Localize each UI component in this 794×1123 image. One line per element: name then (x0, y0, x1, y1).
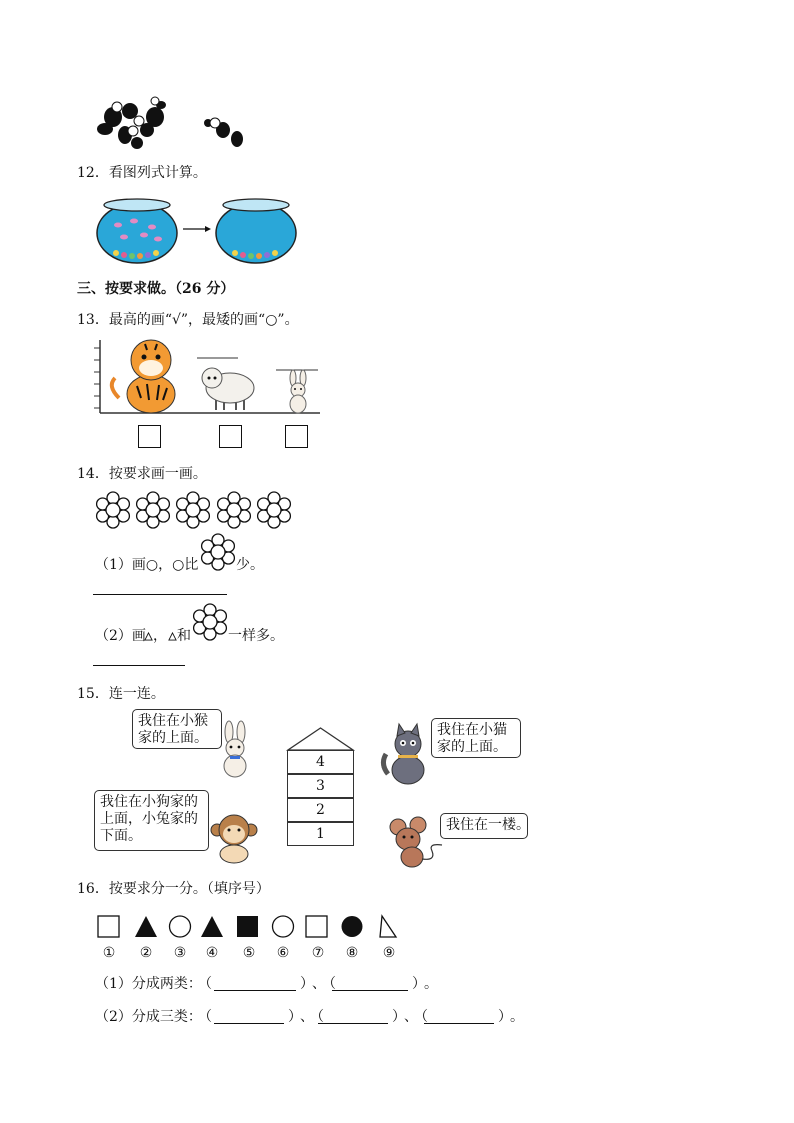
close-paren: ） (498, 1009, 512, 1025)
shape-label-3: ③ (173, 945, 187, 961)
sheep-icon (198, 360, 256, 412)
flower-icon (190, 602, 230, 642)
floor-3: 3 (287, 774, 354, 798)
q16-part1-label: （1）分成两类： (95, 976, 202, 992)
q16-part1-answer-2[interactable] (332, 990, 408, 991)
q14-part1-answer-line[interactable] (93, 594, 227, 595)
shape-label-4: ④ (205, 945, 219, 961)
bubble-line: 下面。 (100, 828, 142, 844)
q16-part2-label: （2）分成三类： (95, 1009, 202, 1025)
q14-part2-text-a: （2）画 (95, 628, 146, 644)
house-roof (287, 727, 354, 751)
close-paren: ） (300, 976, 314, 992)
open-paren: （ (198, 1009, 212, 1025)
shape-label-5: ⑤ (242, 945, 256, 961)
q16-title: 16．按要求分一分。（填序号） (77, 881, 270, 897)
monkey-speech-bubble (94, 790, 209, 851)
q12-title: 12．看图列式计算。 (77, 165, 207, 181)
square-filled-shape (237, 916, 258, 937)
floor-1: 1 (287, 822, 354, 846)
period: 。 (510, 1009, 524, 1025)
right-triangle-outline-shape (380, 916, 396, 937)
monkey-icon (209, 812, 259, 864)
arrow-icon (183, 224, 211, 234)
q14-part2-text-b: ， (153, 628, 167, 644)
shape-label-6: ⑥ (276, 945, 290, 961)
pandas-illustration (95, 95, 255, 155)
circle-filled-shape (342, 916, 363, 937)
rabbit-icon (284, 370, 312, 414)
answer-box-tiger[interactable] (138, 425, 161, 448)
triangle-icon (168, 632, 177, 641)
square-outline-shape (98, 916, 119, 937)
separator: 、 (404, 1009, 418, 1025)
close-paren: ） (288, 1009, 302, 1025)
bubble-line: 家的上面。 (138, 730, 208, 746)
cat-speech-bubble (431, 718, 521, 758)
cat-icon (380, 724, 432, 786)
q13-title: 13．最高的画“√”，最矮的画“○”。 (77, 312, 299, 328)
open-paren: （ (414, 1009, 428, 1025)
answer-box-rabbit[interactable] (285, 425, 308, 448)
q14-part1-text-b: 少。 (236, 557, 264, 573)
circle-outline-shape (273, 916, 294, 937)
tiger-icon (107, 338, 182, 414)
rabbit-speech-bubble (132, 709, 222, 749)
separator: 、 (300, 1009, 314, 1025)
close-paren: ） (392, 1009, 406, 1025)
triangle-filled-shape (135, 916, 157, 937)
shape-label-8: ⑧ (345, 945, 359, 961)
bubble-line: 我住在小狗家的 (100, 794, 198, 810)
bubble-line: 我住在小猫 (437, 722, 507, 738)
shapes-row (96, 914, 406, 940)
fishbowl-with-fish (96, 197, 178, 265)
flower-icon (198, 532, 238, 572)
answer-box-sheep[interactable] (219, 425, 242, 448)
square-outline-shape (306, 916, 327, 937)
q15-title: 15．连一连。 (77, 686, 165, 702)
circle-outline-shape (170, 916, 191, 937)
q16-part1-answer-1[interactable] (214, 990, 296, 991)
q14-title: 14．按要求画一画。 (77, 466, 207, 482)
q14-part2-answer-line[interactable] (93, 665, 185, 666)
rabbit-icon (218, 720, 252, 778)
bubble-line: 我住在小猴 (138, 713, 208, 729)
section3-title: 三、按要求做。（26 分） (77, 281, 235, 297)
triangle-icon (144, 632, 153, 641)
q14-part2-text-d: 一样多。 (228, 628, 284, 644)
shape-label-2: ② (139, 945, 153, 961)
floor-2: 2 (287, 798, 354, 822)
q14-part2-text-c: 和 (177, 628, 191, 644)
q16-part2-answer-3[interactable] (424, 1023, 494, 1024)
floor-4: 4 (287, 750, 354, 774)
mouse-speech-bubble (440, 813, 528, 839)
separator: 、 (312, 976, 326, 992)
open-paren: （ (198, 976, 212, 992)
q16-part2-answer-1[interactable] (214, 1023, 284, 1024)
open-paren: （ (310, 1009, 324, 1025)
bubble-line: 家的上面。 (437, 739, 507, 755)
shape-label-7: ⑦ (311, 945, 325, 961)
q14-part1-text-a: （1）画○，○比 (95, 557, 199, 573)
triangle-filled-shape (201, 916, 223, 937)
flower-row (93, 490, 298, 530)
fishbowl-empty (215, 197, 297, 265)
bubble-line: 上面，小兔家的 (100, 811, 198, 827)
q16-part2-answer-2[interactable] (318, 1023, 388, 1024)
close-paren: ） (412, 976, 426, 992)
period: 。 (424, 976, 438, 992)
bubble-line: 我住在一楼。 (446, 817, 530, 833)
shape-label-9: ⑨ (382, 945, 396, 961)
open-paren: （ (322, 976, 336, 992)
shape-label-1: ① (102, 945, 116, 961)
mouse-icon (388, 817, 446, 869)
